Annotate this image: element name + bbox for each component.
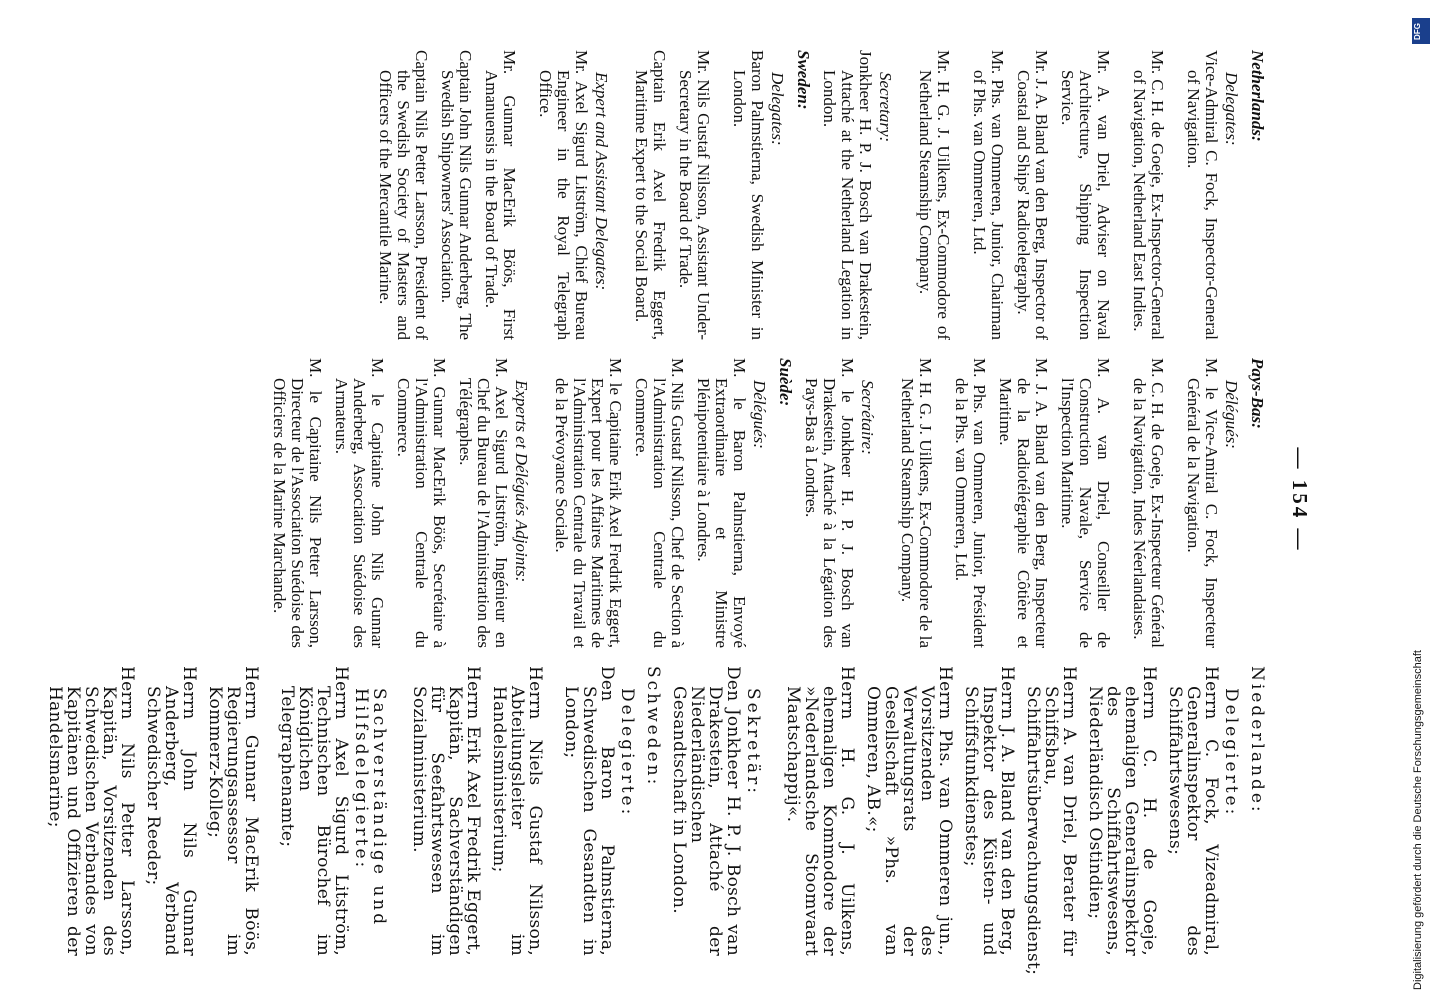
delegate-entry: Vice-Admiral C. Fock, Inspector-General of Navigation. <box>1184 50 1221 340</box>
delegate-entry: M. le Capitaine Erik Axel Fredrik Eggert, Expert pour les Affaires Maritimes de l'Administration Centrale du Travail et de la Prévoyance Sociale. <box>552 358 625 648</box>
delegate-entry: Mr. Phs. van Ommeren, Junior, Chairman of Phs. van Ommeren, Ltd. <box>970 50 1007 340</box>
delegates-label: Delegierte: <box>1221 688 1241 818</box>
delegate-entry: Herrn Niels Gustaf Nilsson, Abteilungsleiter im Handelsministerium; <box>489 666 545 956</box>
expert-entry: M. le Capitaine John Nils Gunnar Anderberg, Association Suédoise des Armateurs. <box>332 358 387 648</box>
delegate-entry: Herrn Phs. van Ommeren jun., Vorsitzenden des Verwaltungsrats der Gesellschaft »Phs. van Ommeren, AB.«; <box>863 666 955 956</box>
expert-entry: Mr. Axel Sigurd Litström, Chief Bureau Engineer in the Royal Telegraph Office. <box>536 50 591 340</box>
delegates-label: Delegates: <box>768 72 787 146</box>
french-column <box>262 358 1266 648</box>
delegates-label: Delegierte: <box>617 688 637 818</box>
secretary-entry: Jonkheer H. P. J. Bosch van Drakestein, Attaché at the Netherland Legation in London. <box>820 50 875 340</box>
expert-entry: Herrn Axel Sigurd Litström, Technischen Bürochef im Königlichen Telegraphenamte; <box>277 666 351 956</box>
dfg-logo: DFG <box>1412 18 1430 44</box>
country-heading-sweden: Suède: <box>776 358 795 407</box>
english-column <box>368 50 1266 340</box>
experts-label: Sachverständige und Hilfsdelegierte: <box>351 688 389 928</box>
funding-note: Digitalisierung gefördert durch die Deutsche Forschungsgemeinschaft <box>1412 650 1424 990</box>
country-heading-netherlands: Niederlande: <box>1247 666 1267 815</box>
expert-entry: M. Axel Sigurd Litström, Ingénieur en Chef du Bureau de l'Administration des Télégraphes. <box>456 358 511 648</box>
delegate-entry: Herrn C. Fock, Vizeadmiral, Generalinspektor des Schiffahrtswesens; <box>1165 666 1221 956</box>
delegate-entry: Baron Palmstierna, Swedish Minister in London. <box>730 50 767 340</box>
delegate-entry: Herrn A. van Driel, Berater für Schiffsbau, Schiffahrtsüberwachungsdienst; <box>1023 666 1079 976</box>
rotated-content <box>45 40 1330 976</box>
delegates-label: Délégués: <box>750 380 769 449</box>
expert-entry: M. le Capitaine Nils Petter Larsson, Directeur de l'Association Suédoise des Officiers de la Marine Marchande. <box>270 358 325 648</box>
delegate-entry: Mr. A. van Driel, Adviser on Naval Architecture, Shipping Inspection Service. <box>1058 50 1113 340</box>
secretary-entry: Den Jonkheer H. P. J. Bosch van Drakestein, Attaché der Niederländischen Gesandtschaft in London. <box>669 666 743 956</box>
secretary-label: Sekretär: <box>743 688 763 797</box>
page-number: — 154 — <box>1288 447 1312 553</box>
delegate-entry: Mr. C. H. de Goeje, Ex-Inspector-General of Navigation, Netherland East Indies. <box>1130 50 1167 340</box>
delegate-entry: Mr. H. G. J. Uilkens, Ex-Commodore of Netherland Steamship Company. <box>916 50 953 340</box>
german-column <box>38 666 1267 976</box>
experts-label: Expert and Assistant Delegates: <box>592 72 611 291</box>
secretary-entry: M. le Jonkheer H. P. J. Bosch van Drakestein, Attaché à la Légation des Pays-Bas à Londres. <box>802 358 857 648</box>
expert-entry: Herrn John Nils Gunnar Anderberg, Verband Schwedischer Reeder; <box>143 666 199 956</box>
delegates-label: Delegates: <box>1222 72 1241 146</box>
delegate-entry: Herrn C. H. de Goeje, ehemaligen Generalinspektor des Schiffahrtswesens, Niederländisch Ostindien; <box>1085 666 1159 956</box>
country-heading-netherlands: Netherlands: <box>1248 50 1267 142</box>
delegate-entry: M. Phs. van Ommeren, Junior, Président de la Phs. van Ommeren, Ltd. <box>952 358 989 648</box>
delegate-entry: Herrn Erik Axel Fredrik Eggert, Kapitän, Sachverständigen für Seefahrtswesen im Sozialministerium. <box>409 666 483 956</box>
expert-entry: Mr. Gunnar MacErik Böös, First Amanuensis in the Board of Trade. <box>482 50 519 340</box>
delegates-label: Délégués: <box>1222 380 1241 449</box>
delegate-entry: Herrn H. G. J. Uilkens, ehemaligen Kommodore der »Nederlandsche Stoomvaart Maatschappij«. <box>783 666 857 956</box>
expert-entry: Captain Nils Petter Larsson, President of the Swedish Society of Masters and Officers of the Mercantile Marine. <box>376 50 431 340</box>
delegate-entry: Mr. Nils Gustaf Nilsson, Assistant Under-Secretary in the Board of Trade. <box>676 50 713 340</box>
digitization-sidebar <box>1412 10 1432 990</box>
country-heading-netherlands: Pays-Bas: <box>1248 358 1267 429</box>
experts-label: Experts et Délégués Adjoints: <box>512 380 531 583</box>
secretary-label: Secrétaire: <box>858 380 877 455</box>
delegate-entry: M. H. G. J. Uilkens, Ex-Commodore de la Netherland Steamship Company. <box>898 358 935 648</box>
delegate-entry: M. J. A. Bland van den Berg, Inspecteur de la Radiotélégraphie Côtière et Maritime. <box>996 358 1051 648</box>
delegate-entry: Den Baron Palmstierna, Schwedischen Gesandten in London; <box>561 666 617 956</box>
delegate-entry: M. le Vice-Amiral C. Fock, Inspecteur Général de la Navigation. <box>1184 358 1221 648</box>
delegate-entry: M. C. H. de Goeje, Ex-Inspecteur Général de la Navigation, Indes Néerlandaises. <box>1130 358 1167 648</box>
expert-entry: Herrn Gunnar MacErik Böös, Regierungsassessor im Kommerz-Kolleg; <box>205 666 261 956</box>
country-heading-sweden: Schweden: <box>643 666 663 788</box>
secretary-label: Secretary: <box>876 72 895 143</box>
delegate-entry: M. A. van Driel, Conseiller de Construction Navale, Service de l'Inspection Maritime. <box>1058 358 1113 648</box>
country-heading-sweden: Sweden: <box>794 50 813 110</box>
delegate-entry: Captain Erik Axel Fredrik Eggert, Maritime Expert to the Social Board. <box>632 50 669 340</box>
expert-entry: Captain John Nils Gunnar Anderberg, The Swedish Shipowners' Association. <box>438 50 475 340</box>
expert-entry: Herrn Nils Petter Larsson, Kapitän, Vorsitzenden des Schwedischen Verbandes von Kapitänen und Offizieren der Handelsmarine; <box>45 666 137 956</box>
expert-entry: M. Gunnar MacErik Böös, Secrétaire à l'Administration Centrale du Commerce. <box>394 358 449 648</box>
delegate-entry: Herrn J. A. Bland van den Berg, Inspektor des Küsten- und Schiffsfunkdienstes; <box>961 666 1017 956</box>
delegate-entry: Mr. J. A. Bland van den Berg, Inspector of Coastal and Ships' Radiotelegraphy. <box>1014 50 1051 340</box>
delegate-entry: M. le Baron Palmstierna, Envoyé Extraordinaire et Ministre Plénipotentiaire à Londres. <box>694 358 749 648</box>
delegate-entry: M. Nils Gustaf Nilsson, Chef de Section à l'Administration Centrale du Commerce. <box>632 358 687 648</box>
